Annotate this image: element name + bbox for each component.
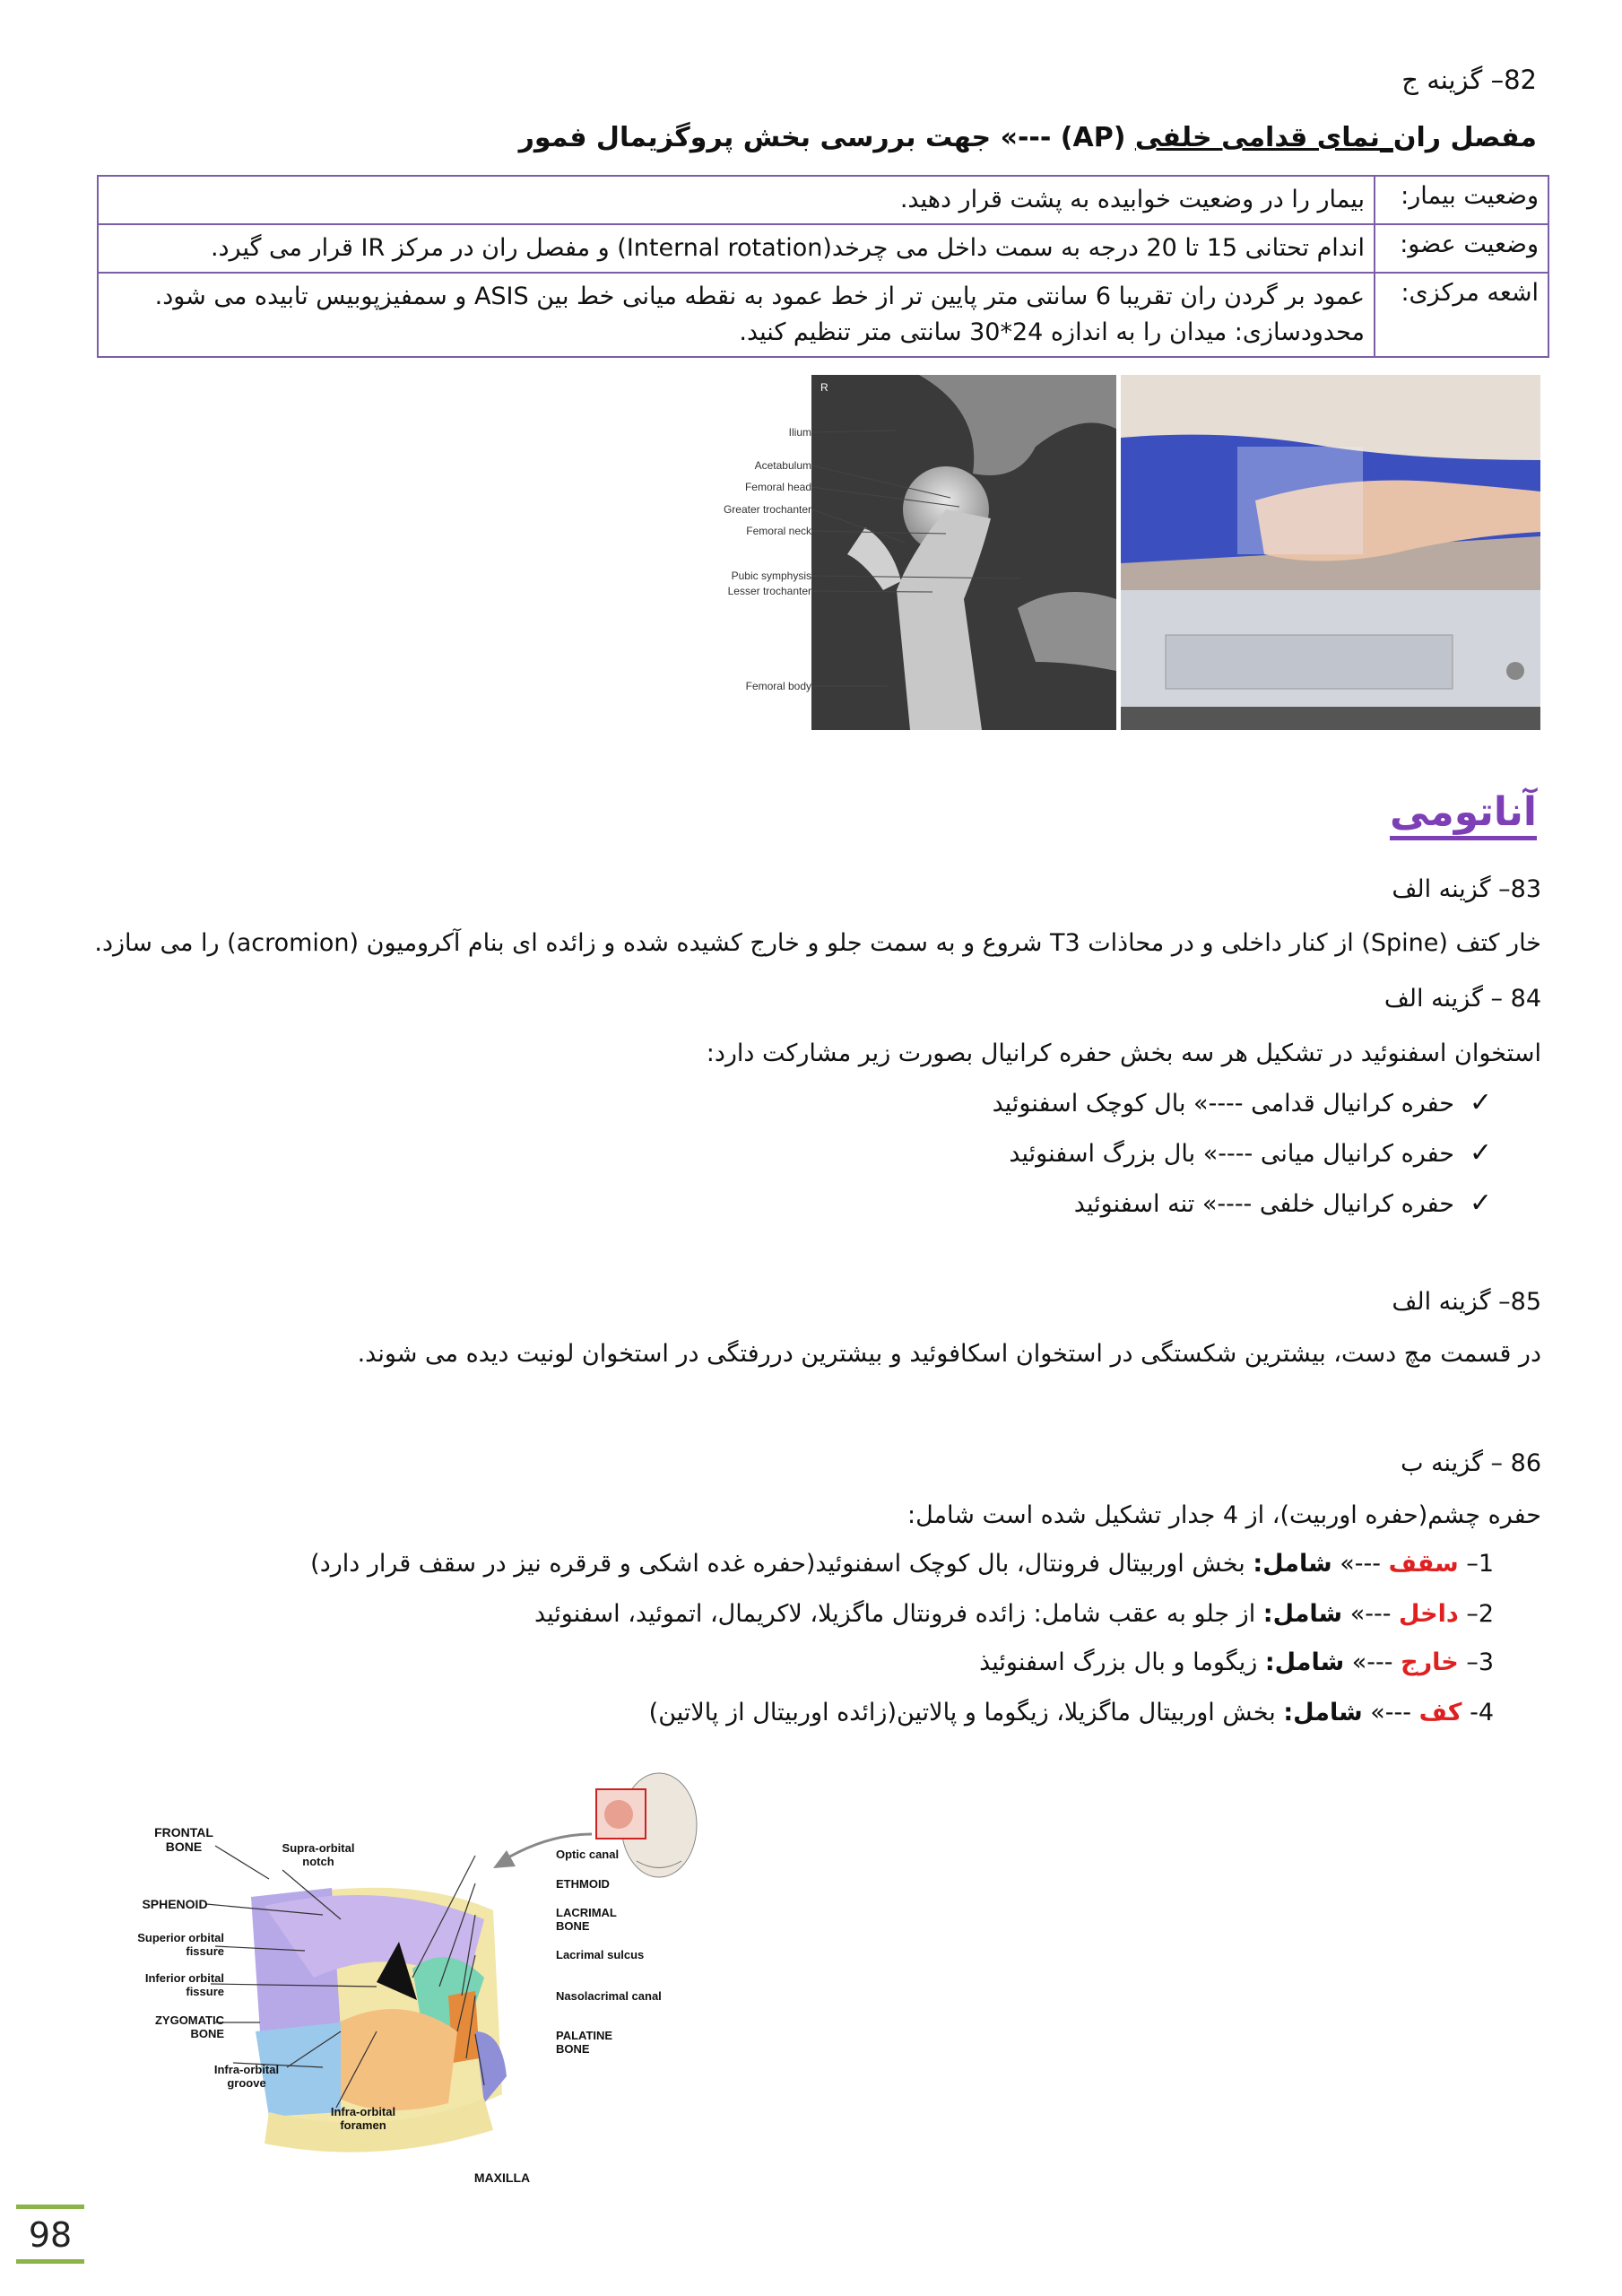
xray-label: Acetabulum [754,459,811,472]
table-label: وضعیت بیمار: [1375,176,1548,224]
orbit-wall-item [99,1596,1494,1632]
check-item-text: حفره کرانیال قدامی ----» بال کوچک اسفنوئید [992,1090,1454,1118]
check-icon: ✓ [1469,1087,1492,1118]
item-number: 2– [1466,1600,1494,1628]
q86-intro: حفره چشم(حفره اوربیت)، از 4 جدار تشکیل شده است شامل: [907,1501,1541,1529]
item-arrow: ---» [1351,1648,1393,1676]
check-item [1009,1137,1492,1169]
table-label: وضعیت عضو: [1375,224,1548,273]
positioning-table [97,175,1549,358]
xray-label: Femoral head [744,481,811,493]
xray-label: Greater trochanter [723,503,811,516]
q84-heading: 84 – گزینه الف [1383,985,1541,1013]
item-text: بخش اوربیتال ماگزیلا، زیگوما و پالاتین(زائده اوربیتال از پالاتین) [648,1699,1276,1726]
orbit-label: FRONTAL BONE [154,1825,213,1854]
q82-title-ap: (AP) [1051,122,1135,153]
check-icon: ✓ [1469,1187,1492,1219]
orbit-label: MAXILLA [473,2170,531,2185]
page-number-bar [16,2259,84,2264]
orbit-label: Optic canal [556,1848,620,1861]
xray-label: Femoral neck [746,525,811,537]
orbit-label: Infra-orbital groove [213,2063,280,2090]
central-ray-text: عمود بر گردن ران تقریبا 6 سانتی متر پایین تر از خط عمود به نقطه میانی خط بین ASIS و سمفیزپوبیس تابیده می شود. [154,283,1365,310]
xray-label: Pubic symphysis [731,570,811,582]
q82-heading [1401,65,1537,95]
orbit-anatomy-figure [108,1762,699,2202]
table-label: اشعه مرکزی: [1375,273,1548,357]
item-text: از جلو به عقب شامل: زائده فرونتال ماگزیلا، لاکریمال، اتموئید، اسفنوئید [533,1600,1256,1628]
item-arrow: ---» [1340,1550,1381,1578]
patient-positioning-photo [1121,375,1540,730]
table-value: بیمار را در وضعیت خوابیده به پشت قرار دهید. [98,176,1375,224]
orbit-label: ZYGOMATIC BONE [154,2013,224,2040]
xray-leader-lines [798,408,1031,713]
orbit-label: Infra-orbital foramen [330,2105,396,2132]
orbit-label: Inferior orbital fissure [144,1971,224,1998]
q83-text: خار کتف (Spine) از کنار داخلی و در محاذات T3 شروع و به سمت جلو و خارج کشیده شده و زائده ای بنام آکرومیون (acromion) را می سازد. [94,929,1541,957]
orbit-label: ETHMOID [556,1877,610,1891]
orbit-wall-item [99,1695,1494,1731]
item-number: 4- [1470,1699,1494,1726]
orbit-wall-item [99,1645,1494,1681]
q83-heading: 83– گزینه الف [1392,875,1541,903]
item-includes-label: شامل: [1262,1600,1343,1628]
section-title-anatomy: آناتومی [1390,789,1537,835]
item-includes-label: شامل: [1264,1648,1345,1676]
check-item [993,1087,1492,1118]
xray-label: Lesser trochanter [727,585,811,597]
wall-name: خارج [1401,1648,1459,1676]
item-text: بخش اوربیتال فرونتال، بال کوچک اسفنوئید(حفره غده اشکی و قرقره نیز در سقف قرار دارد) [310,1550,1245,1578]
orbit-label: SPHENOID [142,1897,208,1911]
wall-name: داخل [1399,1600,1459,1628]
orbit-label: Supra-orbital notch [282,1841,355,1868]
xray-marker: R [820,381,828,394]
table-value [98,273,1375,357]
q82-title-part1: مفصل ران [1392,122,1537,153]
check-item [1074,1187,1492,1219]
q85-heading: 85– گزینه الف [1392,1288,1541,1316]
item-includes-label: شامل: [1283,1699,1363,1726]
skull-thumbnail-icon [596,1773,697,1877]
table-row [98,176,1548,224]
check-item-text: حفره کرانیال میانی ----» بال بزرگ اسفنوئید [1009,1140,1454,1168]
wall-name: کف [1418,1699,1462,1726]
orbit-label: Nasolacrimal canal [556,1989,662,2003]
q82-title [519,122,1537,153]
item-text: زیگوما و بال بزرگ اسفنوئیذ [979,1648,1258,1676]
item-number: 3– [1466,1648,1494,1676]
q84-text: استخوان اسفنوئید در تشکیل هر سه بخش حفره کرانیال بصورت زیر مشارکت دارد: [706,1039,1541,1067]
wall-name: سقف [1388,1550,1459,1578]
orbit-label: LACRIMAL BONE [556,1906,617,1933]
q82-title-part3: ---» جهت بررسی بخش پروگزیمال فمور [518,122,1052,153]
item-arrow: ---» [1349,1600,1392,1628]
item-arrow: ---» [1370,1699,1412,1726]
table-value: اندام تحتانی 15 تا 20 درجه به سمت داخل می چرخد(Internal rotation) و مفصل ران در مرکز IR قرار می گیرد. [98,224,1375,273]
orbit-label: Superior orbital fissure [137,1931,224,1958]
xray-label: Femoral body [745,680,811,692]
positioning-photo-svg [1121,375,1540,730]
orbit-wall-item [99,1546,1494,1582]
orbit-label: PALATINE BONE [556,2029,613,2056]
collimation-text: محدودسازی: میدان را به اندازه 24*30 سانتی متر تنظیم کنید. [739,318,1365,346]
q82-title-part2: _نمای قدامی خلفی [1134,122,1393,153]
q82-option: – گزینه ج [1401,65,1505,95]
page-number-text: 98 [28,2215,73,2255]
item-includes-label: شامل: [1253,1550,1332,1578]
q86-heading: 86 – گزینه ب [1401,1449,1541,1477]
check-icon: ✓ [1469,1137,1492,1169]
orbit-label: Lacrimal sulcus [556,1948,645,1961]
q85-text: در قسمت مچ دست، بیشترین شکستگی در استخوان اسکافوئید و بیشترین دررفتگی در استخوان لونیت دیده می شوند. [357,1340,1541,1368]
page-number [16,2215,84,2255]
xray-label: Ilium [788,426,811,439]
table-row [98,273,1548,357]
check-item-text: حفره کرانیال خلفی ----» تنه اسفنوئید [1073,1190,1454,1218]
q82-number: 82 [1504,65,1537,95]
page-number-bar [16,2205,84,2209]
item-number: 1– [1466,1550,1494,1578]
table-row [98,224,1548,273]
